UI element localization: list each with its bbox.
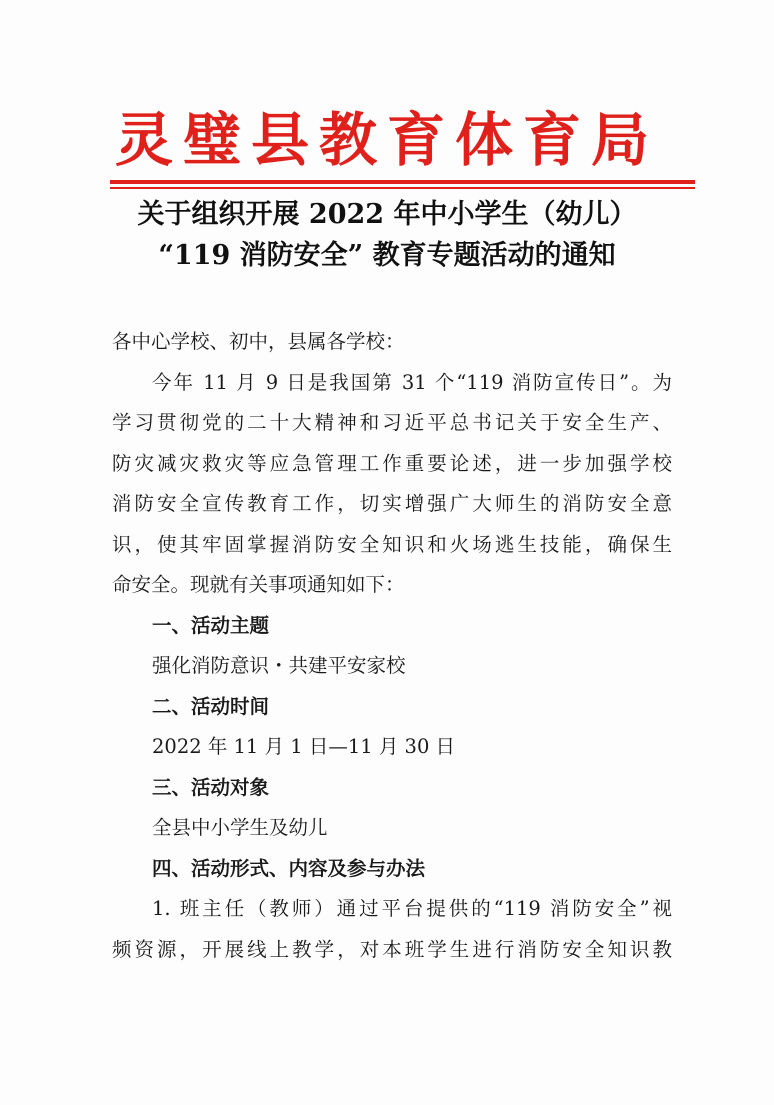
section-content-time: 2022 年 11 月 1 日—11 月 30 日 bbox=[152, 735, 456, 758]
section-heading-theme: 一、活动主题 bbox=[152, 613, 270, 637]
intro-line-5: 识，使其牢固掌握消防安全知识和火场逃生技能，确保生 bbox=[112, 532, 672, 556]
header-rule-thin bbox=[110, 187, 695, 189]
intro-line-2: 学习贯彻党的二十大精神和习近平总书记关于安全生产、 bbox=[112, 411, 672, 434]
item-1-line-2: 频资源，开展线上教学，对本班学生进行消防安全知识教 bbox=[112, 937, 672, 961]
intro-line-6: 命安全。现就有关事项通知如下： bbox=[112, 573, 405, 596]
document-body bbox=[112, 322, 672, 970]
section-heading-audience: 三、活动对象 bbox=[152, 775, 270, 799]
document-title-line-1: 关于组织开展 2022 年中小学生（幼儿） bbox=[137, 199, 637, 230]
agency-header: 灵璧县教育体育局 bbox=[114, 106, 659, 174]
document-title-line-2: “119 消防安全” 教育专题活动的通知 bbox=[158, 240, 616, 271]
section-heading-time: 二、活动时间 bbox=[152, 694, 270, 718]
section-heading-format: 四、活动形式、内容及参与办法 bbox=[152, 856, 426, 880]
intro-line-1: 今年 11 月 9 日是我国第 31 个“119 消防宣传日”。为 bbox=[152, 370, 672, 394]
intro-line-3: 防灾减灾救灾等应急管理工作重要论述，进一步加强学校 bbox=[112, 451, 672, 475]
salutation: 各中心学校、初中，县属各学校： bbox=[112, 330, 405, 353]
item-1-line-1: 1. 班主任（教师）通过平台提供的“119 消防安全”视 bbox=[152, 897, 672, 920]
section-content-audience: 全县中小学生及幼儿 bbox=[152, 816, 328, 839]
header-rule-thick bbox=[110, 180, 695, 184]
section-content-theme: 强化消防意识・共建平安家校 bbox=[152, 654, 406, 677]
intro-line-4: 消防安全宣传教育工作，切实增强广大师生的消防安全意 bbox=[112, 492, 672, 515]
